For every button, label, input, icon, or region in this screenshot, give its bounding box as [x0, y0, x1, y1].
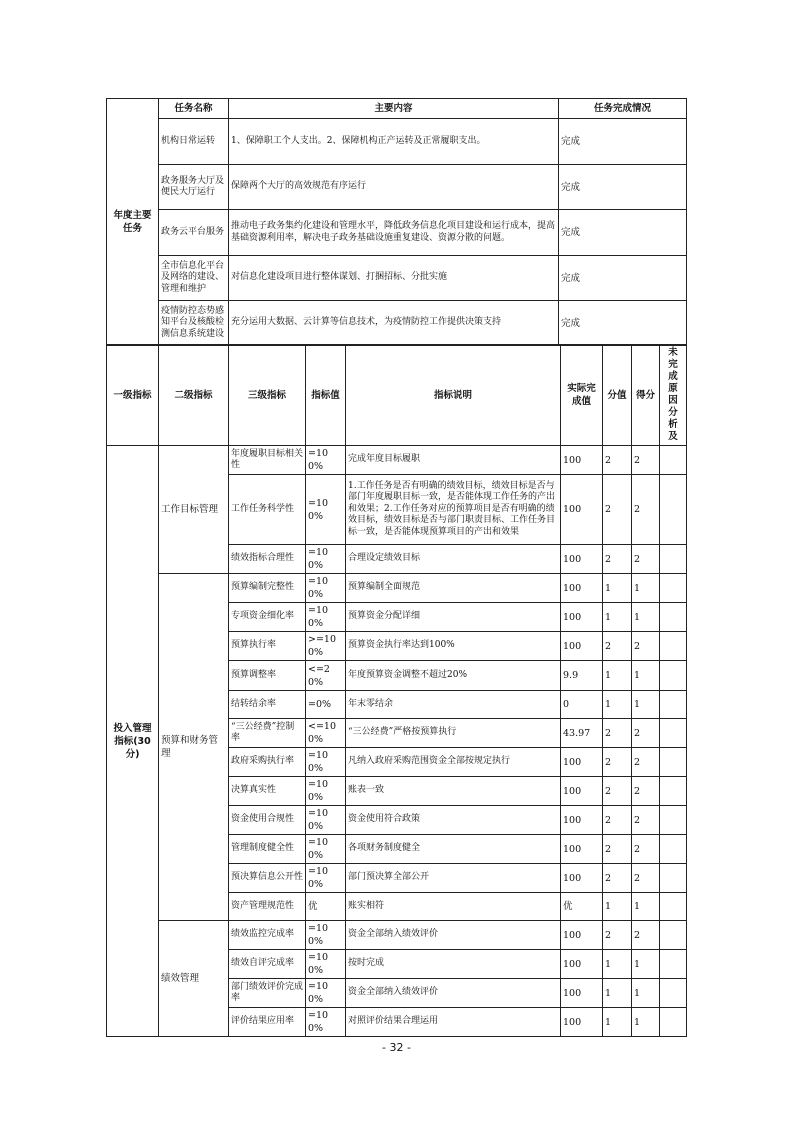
full-score-cell: 2	[603, 475, 632, 545]
reason-cell	[660, 777, 687, 806]
level3-name-cell: 预算编制完整性	[229, 574, 306, 603]
indicator-desc-cell: 预算资金分配详细	[346, 603, 561, 632]
actual-header: 实际完成值	[561, 345, 603, 446]
task-row	[107, 119, 687, 165]
task-name-cell: 全市信息化平台及网络的建设、管理和维护	[159, 256, 229, 301]
score-cell: 2	[632, 777, 660, 806]
actual-value-cell: 100	[561, 1008, 603, 1037]
score-cell: 1	[632, 950, 660, 979]
annual-task-header-row	[107, 99, 687, 119]
indicator-value-cell: =100%	[306, 1008, 346, 1037]
full-score-cell: 1	[603, 1008, 632, 1037]
task-name-cell: 疫情防控态势感知平台及核酸检测信息系统建设	[159, 301, 229, 346]
task-content-cell: 1、保障职工个人支出。2、保障机构正产运转及正常履职支出。	[229, 119, 559, 165]
indicator-table	[106, 344, 687, 1037]
reason-cell	[660, 603, 687, 632]
score-cell: 1	[632, 603, 660, 632]
reason-cell	[660, 979, 687, 1008]
full-score-header: 分值	[603, 345, 632, 446]
level3-name-cell: 绩效监控完成率	[229, 921, 306, 950]
indicator-value-cell: =100%	[306, 806, 346, 835]
actual-value-cell: 0	[561, 691, 603, 719]
score-cell: 2	[632, 921, 660, 950]
indicator-value-cell: =100%	[306, 748, 346, 777]
score-cell: 2	[632, 632, 660, 661]
reason-cell	[660, 893, 687, 921]
level3-header: 三级指标	[229, 345, 306, 446]
annual-task-section-label: 年度主要任务	[107, 99, 159, 346]
actual-value-cell: 100	[561, 806, 603, 835]
annual-task-table	[106, 98, 687, 346]
full-score-cell: 1	[603, 661, 632, 691]
indicator-value-cell: =100%	[306, 475, 346, 545]
score-header: 得分	[632, 345, 660, 446]
indicator-value-cell: =100%	[306, 777, 346, 806]
reason-header-char: 成	[668, 371, 678, 382]
reason-cell	[660, 835, 687, 864]
indicator-value-cell: =100%	[306, 446, 346, 475]
indicator-value-cell: =100%	[306, 835, 346, 864]
indicator-desc-cell: 资金使用符合政策	[346, 806, 561, 835]
score-cell: 2	[632, 475, 660, 545]
full-score-cell: 2	[603, 864, 632, 893]
task-completion-cell: 完成	[559, 165, 687, 210]
score-cell: 1	[632, 691, 660, 719]
indicator-desc-cell: 部门预决算全部公开	[346, 864, 561, 893]
level3-name-cell: 评价结果应用率	[229, 1008, 306, 1037]
full-score-cell: 2	[603, 835, 632, 864]
value-header: 指标值	[306, 345, 346, 446]
score-cell: 1	[632, 979, 660, 1008]
indicator-value-cell: <=20%	[306, 661, 346, 691]
actual-value-cell: 100	[561, 603, 603, 632]
indicator-row	[107, 446, 687, 475]
reason-cell	[660, 806, 687, 835]
indicator-value-cell: =100%	[306, 864, 346, 893]
level3-name-cell: 决算真实性	[229, 777, 306, 806]
task-name-cell: 政务云平台服务	[159, 210, 229, 256]
indicator-desc-cell: “三公经费”严格按预算执行	[346, 719, 561, 748]
task-completion-cell: 完成	[559, 210, 687, 256]
full-score-cell: 2	[603, 748, 632, 777]
level3-name-cell: “三公经费”控制率	[229, 719, 306, 748]
score-cell: 2	[632, 719, 660, 748]
reason-cell	[660, 475, 687, 545]
score-cell: 1	[632, 893, 660, 921]
indicator-table-body	[107, 345, 687, 1037]
indicator-desc-cell: 各项财务制度健全	[346, 835, 561, 864]
full-score-cell: 2	[603, 806, 632, 835]
level3-name-cell: 结转结余率	[229, 691, 306, 719]
reason-cell	[660, 446, 687, 475]
actual-value-cell: 100	[561, 777, 603, 806]
full-score-cell: 1	[603, 691, 632, 719]
indicator-row	[107, 574, 687, 603]
level2-label-cell: 绩效管理	[159, 921, 229, 1037]
level2-label-cell: 预算和财务管理	[159, 574, 229, 921]
indicator-row	[107, 921, 687, 950]
indicator-desc-cell: 年末零结余	[346, 691, 561, 719]
reason-cell	[660, 864, 687, 893]
actual-value-cell: 9.9	[561, 661, 603, 691]
reason-cell	[660, 748, 687, 777]
full-score-cell: 1	[603, 574, 632, 603]
task-completion-header: 任务完成情况	[559, 99, 687, 119]
indicator-desc-cell: 账表一致	[346, 777, 561, 806]
score-cell: 2	[632, 864, 660, 893]
level3-name-cell: 年度履职目标相关性	[229, 446, 306, 475]
actual-value-cell: 100	[561, 921, 603, 950]
task-completion-cell: 完成	[559, 256, 687, 301]
level3-name-cell: 预算执行率	[229, 632, 306, 661]
score-cell: 1	[632, 574, 660, 603]
task-content-header: 主要内容	[229, 99, 559, 119]
actual-value-cell: 100	[561, 979, 603, 1008]
indicator-value-cell: =100%	[306, 545, 346, 574]
indicator-desc-cell: 对照评价结果合理运用	[346, 1008, 561, 1037]
reason-header-char: 析	[668, 419, 678, 430]
actual-value-cell: 100	[561, 632, 603, 661]
full-score-cell: 2	[603, 921, 632, 950]
reason-header-char: 及	[668, 431, 678, 442]
score-cell: 2	[632, 748, 660, 777]
full-score-cell: 1	[603, 893, 632, 921]
actual-value-cell: 100	[561, 574, 603, 603]
indicator-value-cell: =100%	[306, 574, 346, 603]
actual-value-cell: 100	[561, 446, 603, 475]
reason-cell	[660, 1008, 687, 1037]
task-name-header: 任务名称	[159, 99, 229, 119]
task-completion-cell: 完成	[559, 119, 687, 165]
reason-header-char: 未	[668, 347, 678, 358]
task-content-cell: 推动电子政务集约化建设和管理水平，降低政务信息化项目建设和运行成本，提高基础资源利用率，解决电子政务基础设施重复建设、资源分散的问题。	[229, 210, 559, 256]
reason-cell	[660, 632, 687, 661]
indicator-desc-cell: 预算编制全面规范	[346, 574, 561, 603]
indicator-desc-cell: 账实相符	[346, 893, 561, 921]
full-score-cell: 2	[603, 545, 632, 574]
level3-name-cell: 预决算信息公开性	[229, 864, 306, 893]
indicator-desc-cell: 年度预算资金调整不超过20%	[346, 661, 561, 691]
indicator-desc-cell: 1.工作任务是否有明确的绩效目标，绩效目标是否与部门年度履职目标一致，是否能体现工作任务的产出和效果；2.工作任务对应的预算项目是否有明确的绩效目标，绩效目标是否与部门职责目标、工作任务目标一致，是否能体现预算项目的产出和效果	[346, 475, 561, 545]
page-number: - 32 -	[382, 1041, 411, 1054]
level2-header: 二级指标	[159, 345, 229, 446]
indicator-value-cell: 优	[306, 893, 346, 921]
full-score-cell: 1	[603, 603, 632, 632]
actual-value-cell: 100	[561, 748, 603, 777]
indicator-desc-cell: 资金全部纳入绩效评价	[346, 921, 561, 950]
full-score-cell: 1	[603, 979, 632, 1008]
reason-cell	[660, 545, 687, 574]
reason-cell	[660, 661, 687, 691]
score-cell: 1	[632, 1008, 660, 1037]
full-score-cell: 2	[603, 719, 632, 748]
full-score-cell: 2	[603, 632, 632, 661]
reason-cell	[660, 950, 687, 979]
full-score-cell: 1	[603, 950, 632, 979]
level2-label-cell: 工作目标管理	[159, 446, 229, 574]
level3-name-cell: 部门绩效评价完成率	[229, 979, 306, 1008]
task-content-cell: 充分运用大数据、云计算等信息技术，为疫情防控工作提供决策支持	[229, 301, 559, 346]
task-row	[107, 210, 687, 256]
reason-cell	[660, 719, 687, 748]
task-completion-cell: 完成	[559, 301, 687, 346]
indicator-value-cell: =0%	[306, 691, 346, 719]
level3-name-cell: 资金使用合规性	[229, 806, 306, 835]
reason-cell	[660, 921, 687, 950]
level3-name-cell: 绩效自评完成率	[229, 950, 306, 979]
actual-value-cell: 100	[561, 835, 603, 864]
reason-header-char: 原	[668, 383, 678, 394]
score-cell: 2	[632, 545, 660, 574]
indicator-value-cell: =100%	[306, 979, 346, 1008]
actual-value-cell: 43.97	[561, 719, 603, 748]
reason-cell	[660, 574, 687, 603]
actual-value-cell: 100	[561, 545, 603, 574]
indicator-desc-cell: 按时完成	[346, 950, 561, 979]
level1-label-cell: 投入管理指标(30分)	[107, 446, 159, 1037]
task-name-cell: 机构日常运转	[159, 119, 229, 165]
reason-header	[660, 345, 687, 446]
level3-name-cell: 资产管理规范性	[229, 893, 306, 921]
annual-task-table-body	[107, 99, 687, 346]
score-cell: 2	[632, 835, 660, 864]
level1-header: 一级指标	[107, 345, 159, 446]
actual-value-cell: 100	[561, 950, 603, 979]
indicator-desc-cell: 凡纳入政府采购范围资金全部按规定执行	[346, 748, 561, 777]
task-row	[107, 165, 687, 210]
full-score-cell: 2	[603, 446, 632, 475]
level3-name-cell: 预算调整率	[229, 661, 306, 691]
task-row	[107, 256, 687, 301]
actual-value-cell: 100	[561, 475, 603, 545]
indicator-value-cell: >=100%	[306, 632, 346, 661]
indicator-desc-cell: 预算资金执行率达到100%	[346, 632, 561, 661]
indicator-header-row	[107, 345, 687, 446]
reason-header-char: 完	[668, 359, 678, 370]
reason-header-char: 因	[668, 395, 678, 406]
task-content-cell: 保障两个大厅的高效规范有序运行	[229, 165, 559, 210]
indicator-desc-cell: 合理设定绩效目标	[346, 545, 561, 574]
indicator-desc-cell: 完成年度目标履职	[346, 446, 561, 475]
indicator-value-cell: =100%	[306, 603, 346, 632]
score-cell: 2	[632, 806, 660, 835]
score-cell: 1	[632, 661, 660, 691]
indicator-value-cell: <=100%	[306, 719, 346, 748]
score-cell: 2	[632, 446, 660, 475]
task-name-cell: 政务服务大厅及便民大厅运行	[159, 165, 229, 210]
full-score-cell: 2	[603, 777, 632, 806]
reason-header-char: 分	[668, 407, 678, 418]
actual-value-cell: 100	[561, 864, 603, 893]
level3-name-cell: 管理制度健全性	[229, 835, 306, 864]
level3-name-cell: 政府采购执行率	[229, 748, 306, 777]
indicator-value-cell: =100%	[306, 921, 346, 950]
indicator-desc-cell: 资金全部纳入绩效评价	[346, 979, 561, 1008]
task-row	[107, 301, 687, 346]
desc-header: 指标说明	[346, 345, 561, 446]
level3-name-cell: 绩效指标合理性	[229, 545, 306, 574]
reason-cell	[660, 691, 687, 719]
level3-name-cell: 专项资金细化率	[229, 603, 306, 632]
level3-name-cell: 工作任务科学性	[229, 475, 306, 545]
task-content-cell: 对信息化建设项目进行整体谋划、打捆招标、分批实施	[229, 256, 559, 301]
indicator-value-cell: =100%	[306, 950, 346, 979]
actual-value-cell: 优	[561, 893, 603, 921]
